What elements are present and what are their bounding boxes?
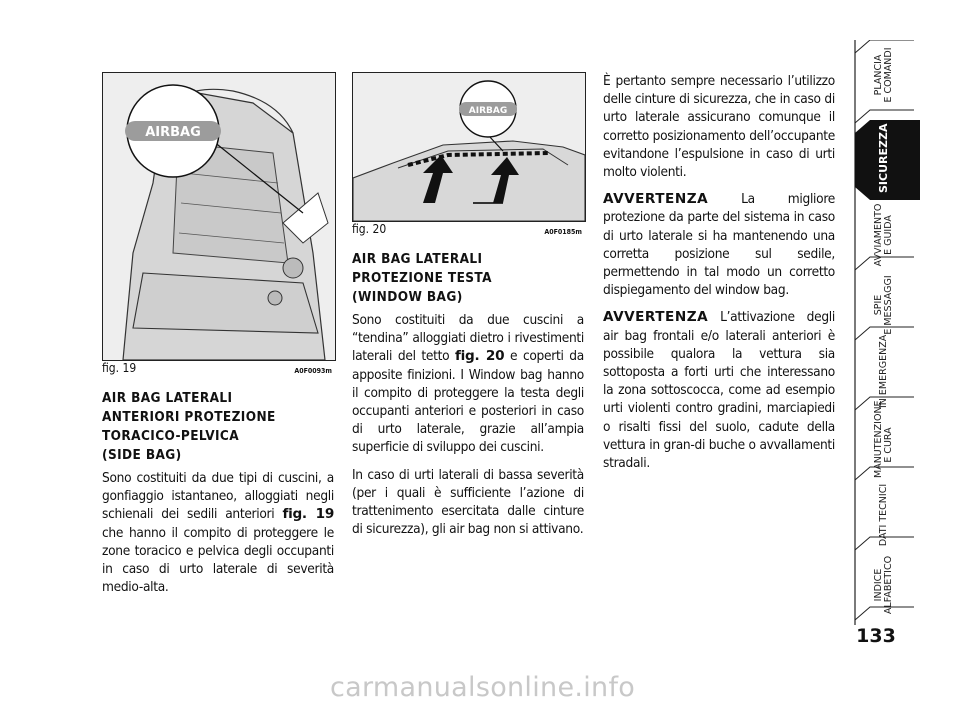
section-window-bag-text-2: In caso di urti laterali di bassa severità (per i quali è sufficiente l’azione di trattenimento esercitata dalle cinture di sicurezza), gli air bag non si attivano.	[352, 466, 584, 538]
section-side-bag-title: AIR BAG LATERALI ANTERIORI PROTEZIONE TORACICO-PELVICA (SIDE BAG)	[102, 390, 276, 463]
figure-19-label: fig. 19	[102, 361, 137, 375]
figure-19-seat-side-airbag	[102, 72, 336, 361]
column-middle	[352, 72, 584, 547]
seat-illustration	[103, 73, 335, 360]
section-window-bag-text-1: Sono costituiti da due cuscini a “tendina” alloggiati dietro i rivestimenti laterali del tetto fig. 20 e coperti da apposite finizioni. I Window bag hanno il compito di proteggere la testa degli occupanti anteriori e posteriori in caso di urto laterale, grazie all’ampia superficie di sviluppo dei cuscini.	[352, 312, 584, 456]
figure-20-code: A0F0185m	[544, 228, 582, 236]
car-roof-illustration	[353, 73, 585, 221]
warning-2: AVVERTENZA L’attivazione degli air bag frontali e/o laterali anteriori è possibile qualora la vettura sia sottoposta a forti urti che interessano la zona sottoscocca, come ad esempio urti violenti contro gradini, marciapiedi o risalti fissi del suolo, cadute della vettura in gran-di buche o avvallamenti stradali.	[603, 309, 835, 472]
chapter-tabs	[850, 40, 920, 660]
figure-20-label: fig. 20	[352, 222, 387, 236]
figure-19-caption	[102, 360, 334, 375]
tab-sicurezza[interactable]: SICUREZZA	[877, 123, 890, 193]
figure-20-caption	[352, 221, 584, 236]
tab-indice[interactable]: INDICE ALFABETICO	[873, 555, 894, 615]
warning-2-label: AVVERTENZA	[603, 309, 709, 326]
tab-avviamento[interactable]: AVVIAMENTO E GUIDA	[873, 203, 894, 267]
fig20-airbag-badge: AIRBAG	[468, 106, 508, 116]
tab-plancia[interactable]: PLANCIA E COMANDI	[873, 47, 894, 103]
figref-19: fig. 19	[282, 506, 334, 523]
tab-spie[interactable]: SPIE E MESSAGGI	[873, 275, 894, 335]
seatbelt-paragraph: È pertanto sempre necessario l’utilizzo delle cinture di sicurezza, che in caso di urto laterale assicurano comunque il corretto posizionamento dell’occupante evitandone l’espulsione in caso di urti molto violenti.	[603, 73, 835, 181]
tab-dati-tecnici[interactable]: DATI TECNICI	[878, 483, 889, 547]
section-window-bag-title: AIR BAG LATERALI PROTEZIONE TESTA (WINDOW BAG)	[352, 251, 492, 305]
tab-manutenzione[interactable]: MANUTENZIONE E CURA	[873, 400, 894, 478]
column-right	[603, 72, 835, 481]
tab-emergenza[interactable]: IN EMERGENZA	[878, 334, 889, 408]
figure-20-window-bag	[352, 72, 586, 222]
figure-19-code: A0F0093m	[294, 367, 332, 375]
warning-1-label: AVVERTENZA	[603, 191, 709, 208]
figref-20: fig. 20	[455, 348, 505, 365]
column-left	[102, 72, 334, 605]
fig19-airbag-badge: AIRBAG	[145, 125, 201, 140]
section-side-bag-text: Sono costituiti da due tipi di cuscini, a gonfiaggio istantaneo, alloggiati negli schienali dei sedili anteriori fig. 19 che hanno il compito di proteggere le zone toracico e pelvica degli occupanti in caso di urto laterale di severità medio-alta.	[102, 470, 334, 596]
warning-1: AVVERTENZA La migliore protezione da parte del sistema in caso di urto laterale si ha mantenendo una corretta posizione sul sedile, permettendo in tal modo un corretto dispiegamento del window bag.	[603, 191, 835, 299]
page-number: 133	[856, 625, 896, 647]
watermark: carmanualsonline.info	[330, 672, 636, 703]
